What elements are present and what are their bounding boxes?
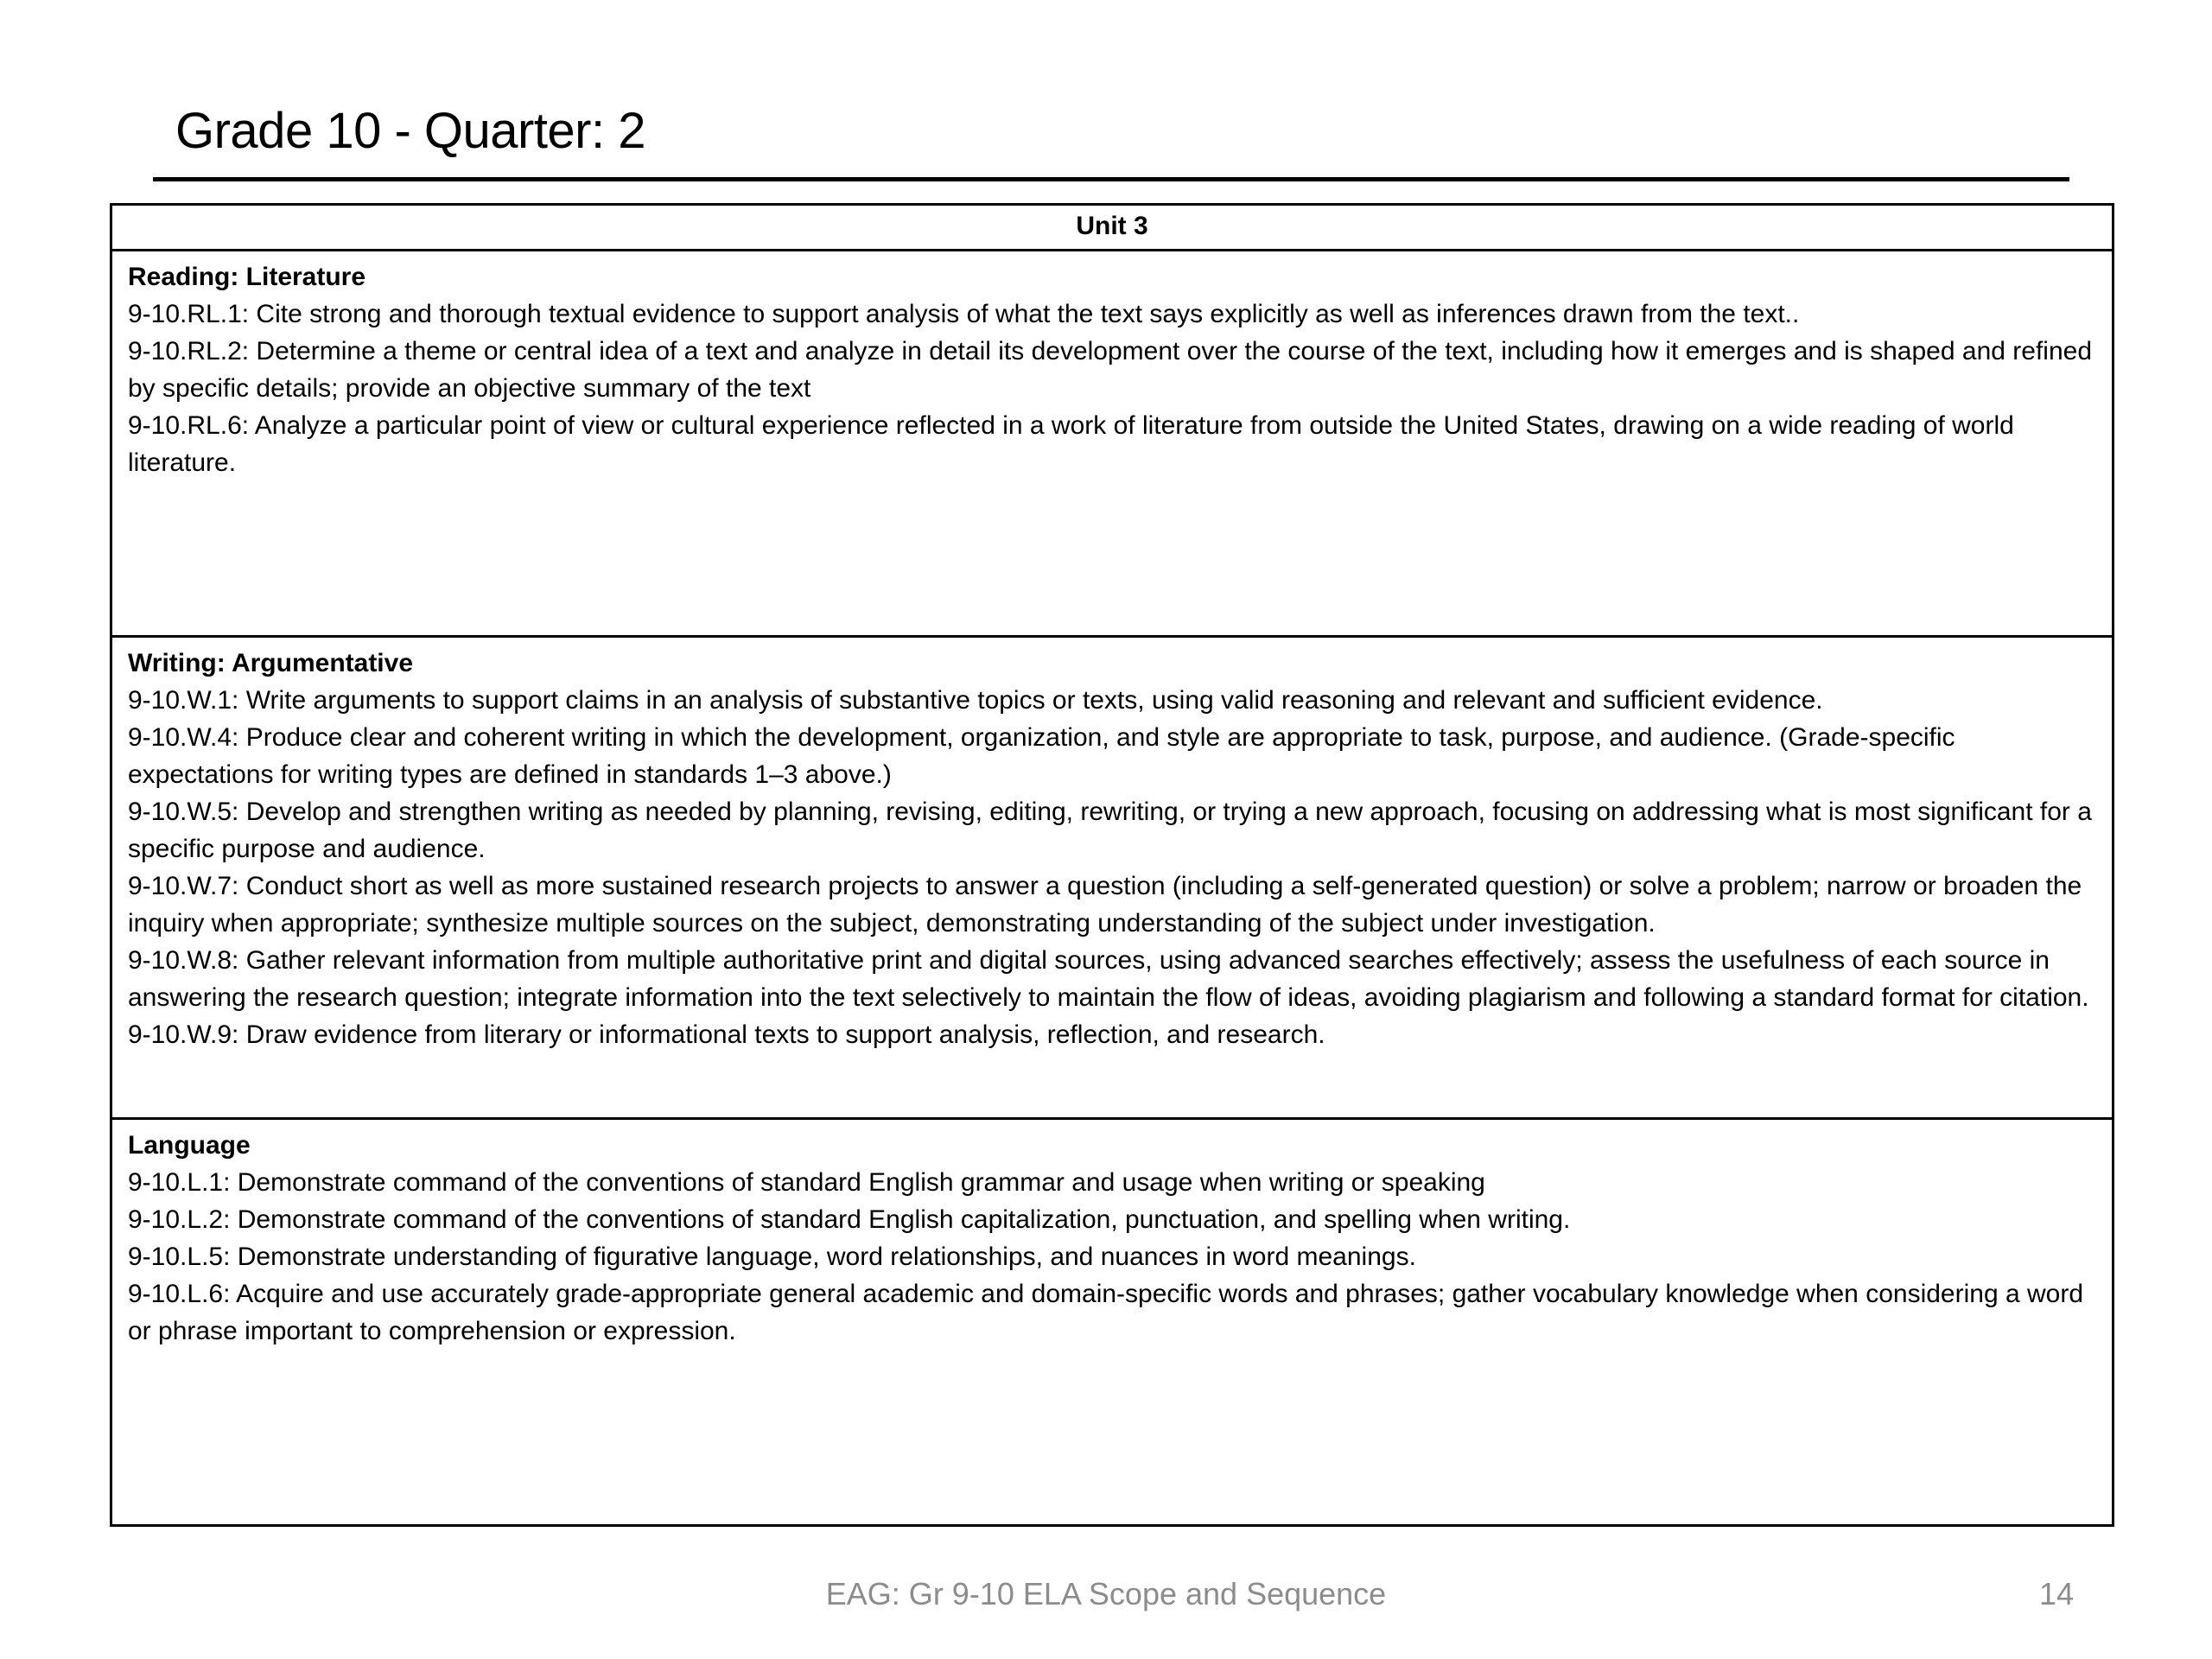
standard-w-5: 9-10.W.5: Develop and strengthen writing as needed by planning, revising, editing, rewriting, or trying a new approach, focusing on addressing what is most significant for a specific purpose and audience. [128,798,2092,863]
standard-w-7: 9-10.W.7: Conduct short as well as more sustained research projects to answer a question (including a self-generated question) or solve a problem; narrow or broaden the inquiry when appropriate; synthesize multiple sources on the subject, demonstrating understanding of the subject under investigation. [128,872,2082,938]
standard-l-6: 9-10.L.6: Acquire and use accurately grade-appropriate general academic and domain-specific words and phrases; gather vocabulary knowledge when considering a word or phrase important to comprehension or expression. [128,1280,2084,1345]
section-heading-reading: Reading: Literature [128,263,366,291]
page-title: Grade 10 - Quarter: 2 [175,103,645,159]
unit-header: Unit 3 [112,206,2112,251]
standard-l-2: 9-10.L.2: Demonstrate command of the conventions of standard English capitalization, punctuation, and spelling when writing. [128,1205,1571,1234]
standard-w-1: 9-10.W.1: Write arguments to support claims in an analysis of substantive topics or texts, using valid reasoning and relevant and sufficient evidence. [128,686,1823,715]
section-heading-language: Language [128,1131,251,1160]
language-section [112,1120,2112,1524]
standard-rl-6: 9-10.RL.6: Analyze a particular point of view or cultural experience reflected in a work of literature from outside the United States, drawing on a wide reading of world literature. [128,411,2014,477]
title-divider [153,177,2069,181]
standard-w-9: 9-10.W.9: Draw evidence from literary or informational texts to support analysis, reflection, and research. [128,1020,1325,1049]
standard-l-1: 9-10.L.1: Demonstrate command of the conventions of standard English grammar and usage when writing or speaking [128,1168,1485,1197]
writing-argumentative-section [112,638,2112,1120]
section-heading-writing: Writing: Argumentative [128,649,414,677]
unit-table [110,203,2114,1527]
standard-rl-2: 9-10.RL.2: Determine a theme or central idea of a text and analyze in detail its development over the course of the text, including how it emerges and is shaped and refined by specific details; provide an objective summary of the text [128,337,2092,403]
footer-text: EAG: Gr 9-10 ELA Scope and Sequence [825,1576,1387,1611]
reading-literature-section [112,251,2112,638]
page-number: 14 [2038,1576,2074,1611]
standard-w-8: 9-10.W.8: Gather relevant information from multiple authoritative print and digital sources, using advanced searches effectively; assess the usefulness of each source in answering the research question; integrate information into the text selectively to maintain the flow of ideas, avoiding plagiarism and following a standard format for citation. [128,946,2089,1012]
standard-w-4: 9-10.W.4: Produce clear and coherent writing in which the development, organization, and style are appropriate to task, purpose, and audience. (Grade-specific expectations for writing types are defined in standards 1–3 above.) [128,723,1955,789]
standard-rl-1: 9-10.RL.1: Cite strong and thorough textual evidence to support analysis of what the text says explicitly as well as inferences drawn from the text.. [128,300,1800,328]
standard-l-5: 9-10.L.5: Demonstrate understanding of figurative language, word relationships, and nuances in word meanings. [128,1243,1416,1271]
